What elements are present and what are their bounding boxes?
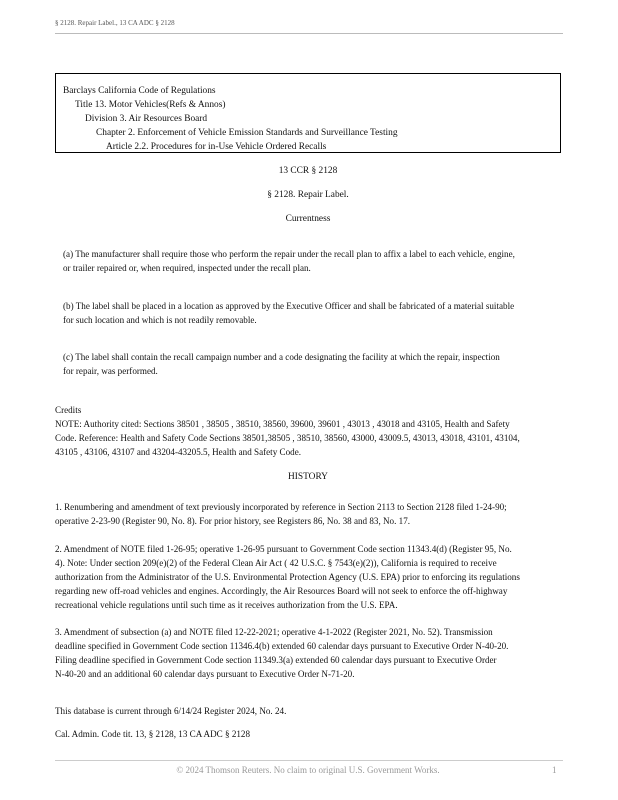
history-line: 4). Note: Under section 209(e)(2) of the Federal Clean Air Act ( 42 U.S.C. § 7543(e)(2)), California is required to receive xyxy=(55,558,497,568)
credits-line: NOTE: Authority cited: Sections 38501 , 38505 , 38510, 38560, 39600, 39601 , 43013 , 43018 and 43105, Health and Safety xyxy=(55,419,510,429)
hierarchy-code: Barclays California Code of Regulations xyxy=(63,86,216,96)
credits-heading: Credits xyxy=(55,405,82,415)
history-line: 2. Amendment of NOTE filed 1-26-95; operative 1-26-95 pursuant to Government Code section 11343.4(d) (Register 95, No. xyxy=(55,544,512,554)
hierarchy-box xyxy=(55,73,561,153)
history-line: deadline specified in Government Code section 11346.4(b) extended 60 calendar days pursuant to Executive Order N-40-20. xyxy=(55,641,509,651)
running-header: § 2128. Repair Label., 13 CA ADC § 2128 xyxy=(55,19,175,27)
currency-note: This database is current through 6/14/24 Register 2024, No. 24. xyxy=(55,706,287,716)
paragraph-a xyxy=(63,247,563,275)
paragraph-line: (c) The label shall contain the recall campaign number and a code designating the facility at which the repair, inspection xyxy=(63,352,500,362)
history-heading: HISTORY xyxy=(288,472,328,482)
paragraph-b xyxy=(63,299,563,327)
credits-line: Code. Reference: Health and Safety Code Sections 38501,38505 , 38510, 38560, 43000, 43009.5, 43013, 43018, 43101, 43104, xyxy=(55,433,520,443)
footer-copyright: © 2024 Thomson Reuters. No claim to original U.S. Government Works. xyxy=(176,765,440,775)
paragraph-line: for such location and which is not readily removable. xyxy=(63,315,257,325)
history-line: N-40-20 and an additional 60 calendar days pursuant to Executive Order N-71-20. xyxy=(55,669,355,679)
paragraph-line: or trailer repaired or, when required, inspected under the recall plan. xyxy=(63,263,311,273)
history-line: authorization from the Administrator of the U.S. Environmental Protection Agency (U.S. EPA) prior to enforcing its regulations xyxy=(55,572,520,582)
page-number: 1 xyxy=(552,765,557,775)
hierarchy-title: Title 13. Motor Vehicles(Refs & Annos) xyxy=(75,100,226,110)
section-title: § 2128. Repair Label. xyxy=(267,190,349,200)
paragraph-line: (a) The manufacturer shall require those who perform the repair under the recall plan to affix a label to each vehicle, engine, xyxy=(63,249,515,259)
history-line: 3. Amendment of subsection (a) and NOTE filed 12-22-2021; operative 4-1-2022 (Register 2021, No. 52). Transmission xyxy=(55,627,493,637)
paragraph-c xyxy=(63,350,563,378)
history-item-3 xyxy=(55,625,575,681)
hierarchy-division: Division 3. Air Resources Board xyxy=(85,114,208,124)
citation: 13 CCR § 2128 xyxy=(278,166,338,176)
history-line: recreational vehicle regulations until such time as it receives authorization from the U.S. EPA. xyxy=(55,600,398,610)
paragraph-line: for repair, was performed. xyxy=(63,366,158,376)
currentness-label: Currentness xyxy=(285,214,331,224)
hierarchy-article: Article 2.2. Procedures for in-Use Vehicle Ordered Recalls xyxy=(106,142,327,152)
history-item-2 xyxy=(55,542,575,612)
header-divider xyxy=(55,33,563,34)
history-item-1 xyxy=(55,500,575,528)
hierarchy-chapter: Chapter 2. Enforcement of Vehicle Emission Standards and Surveillance Testing xyxy=(96,128,398,138)
history-line: operative 2-23-90 (Register 90, No. 8). For prior history, see Registers 86, No. 38 and 83, No. 17. xyxy=(55,516,411,526)
history-line: Filing deadline specified in Government Code section 11349.3(a) extended 60 calendar days pursuant to Executive Order xyxy=(55,655,497,665)
paragraph-line: (b) The label shall be placed in a location as approved by the Executive Officer and shall be fabricated of a material suitable xyxy=(63,301,515,311)
history-line: regarding new off-road vehicles and engines. Accordingly, the Air Resources Board will not seek to enforce the off-highway xyxy=(55,586,508,596)
footer-divider xyxy=(55,760,563,761)
credits-block xyxy=(55,403,575,459)
cite-line: Cal. Admin. Code tit. 13, § 2128, 13 CA ADC § 2128 xyxy=(55,729,251,739)
history-line: 1. Renumbering and amendment of text previously incorporated by reference in Section 2113 to Section 2128 filed 1-24-90; xyxy=(55,502,507,512)
credits-line: 43105 , 43106, 43107 and 43204-43205.5, Health and Safety Code. xyxy=(55,447,302,457)
